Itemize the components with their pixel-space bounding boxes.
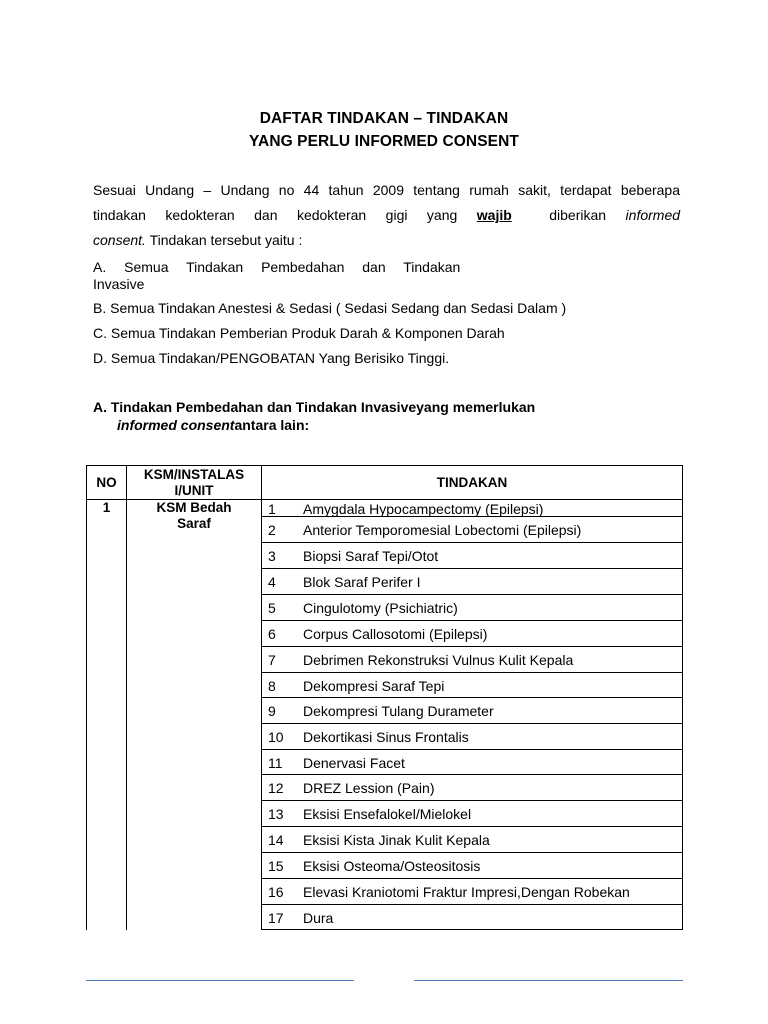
section-a-heading-line2 (117, 417, 309, 433)
row-tindakan: Denervasi Facet (303, 755, 405, 771)
intro-line1: Sesuai Undang – Undang no 44 tahun 2009 tentang rumah sakit, terdapat beberapa (93, 182, 680, 198)
row-number: 4 (268, 574, 276, 590)
row-number: 6 (268, 626, 276, 642)
intro-line3-italic: consent. (93, 232, 146, 248)
row-number: 13 (268, 806, 284, 822)
row-number: 11 (268, 755, 283, 771)
table-row (261, 698, 683, 724)
row-tindakan: Eksisi Osteoma/Osteositosis (303, 858, 481, 874)
table-col-divider (126, 500, 127, 930)
row-tindakan: Anterior Temporomesial Lobectomi (Epilepsi) (303, 522, 582, 538)
table-left-border (86, 500, 87, 930)
table-row (261, 879, 683, 905)
row-number: 15 (268, 858, 284, 874)
row-tindakan: Eksisi Ensefalokel/Mielokel (303, 806, 472, 822)
intro-line2-post: diberikan (549, 207, 607, 223)
section-a-post: antara lain: (234, 417, 310, 433)
footer-rule-right (414, 980, 683, 981)
list-item-d: D. Semua Tindakan/PENGOBATAN Yang Berisiko Tinggi. (93, 350, 450, 366)
row-tindakan: DREZ Lession (Pain) (303, 780, 435, 796)
row-number: 17 (268, 910, 284, 926)
table-row (261, 517, 683, 543)
list-item-a-continuation: Invasive (93, 276, 145, 292)
intro-line2 (93, 203, 680, 228)
list-item-b: B. Semua Tindakan Anestesi & Sedasi ( Sedasi Sedang dan Sedasi Dalam ) (93, 300, 567, 316)
footer-rule-left (86, 980, 354, 981)
row-tindakan: Dekortikasi Sinus Frontalis (303, 729, 469, 745)
section-a-heading: A. Tindakan Pembedahan dan Tindakan Invasiveyang memerlukan (93, 399, 536, 415)
wajib-emphasis: wajib (476, 207, 512, 223)
intro-line3 (93, 228, 680, 253)
table-row (261, 500, 683, 517)
row-number: 14 (268, 832, 284, 848)
row-tindakan: Elevasi Kraniotomi Fraktur Impresi,Dengan Robekan (303, 884, 630, 900)
table-row (261, 801, 683, 827)
table-row (261, 905, 683, 930)
table-row (261, 724, 683, 750)
row-number: 10 (268, 729, 284, 745)
row-number: 5 (268, 600, 276, 616)
intro-line2-italic: informed (625, 207, 681, 223)
table-row (261, 647, 683, 673)
intro-line3-post: Tindakan tersebut yaitu : (149, 232, 303, 248)
row-tindakan: Cingulotomy (Psichiatric) (303, 600, 458, 616)
intro-paragraph (93, 178, 680, 253)
row-tindakan: Debrimen Rekonstruksi Vulnus Kulit Kepala (303, 652, 574, 668)
table-header-ksm-line2: I/UNIT (174, 482, 214, 498)
row-number: 16 (268, 884, 284, 900)
list-item-a: A. Semua Tindakan Pembedahan dan Tindakan (93, 259, 461, 275)
section-a-italic: informed consent (117, 417, 235, 433)
table-header-ksm (126, 465, 262, 500)
ksm-line1: KSM Bedah (156, 500, 232, 515)
row-tindakan: Amygdala Hypocampectomy (Epilepsi) (303, 501, 544, 517)
row-number: 7 (268, 652, 276, 668)
table-row (261, 621, 683, 647)
document-title-line1: DAFTAR TINDAKAN – TINDAKAN (259, 110, 509, 127)
row-number: 8 (268, 678, 276, 694)
intro-line2-text: tindakan kedokteran dan kedokteran gigi yang (93, 207, 458, 223)
row-number: 9 (268, 703, 276, 719)
row-tindakan: Biopsi Saraf Tepi/Otot (303, 548, 439, 564)
document-title-line2: YANG PERLU INFORMED CONSENT (249, 133, 519, 150)
table-header-ksm-line1: KSM/INSTALAS (143, 466, 245, 482)
row-tindakan: Eksisi Kista Jinak Kulit Kepala (303, 832, 490, 848)
table-row-number: 1 (102, 500, 111, 515)
table-row (261, 775, 683, 801)
row-tindakan: Blok Saraf Perifer I (303, 574, 421, 590)
row-tindakan: Corpus Callosotomi (Epilepsi) (303, 626, 488, 642)
row-tindakan: Dekompresi Tulang Durameter (303, 703, 494, 719)
row-tindakan: Dekompresi Saraf Tepi (303, 678, 445, 694)
row-number: 12 (268, 780, 284, 796)
list-item-c: C. Semua Tindakan Pemberian Produk Darah & Komponen Darah (93, 325, 505, 341)
table-row (261, 569, 683, 595)
ksm-line2: Saraf (177, 516, 211, 531)
row-number: 3 (268, 548, 276, 564)
table-row (261, 750, 683, 775)
row-tindakan: Dura (303, 910, 334, 926)
table-row (261, 595, 683, 621)
row-number: 1 (268, 501, 276, 517)
table-header-no: NO (86, 465, 127, 500)
table-row (261, 853, 683, 879)
table-header-tindakan: TINDAKAN (261, 465, 683, 500)
row-number: 2 (268, 522, 276, 538)
table-row (261, 827, 683, 853)
table-row (261, 543, 683, 569)
table-ksm-cell (126, 500, 262, 532)
table-row (261, 673, 683, 698)
